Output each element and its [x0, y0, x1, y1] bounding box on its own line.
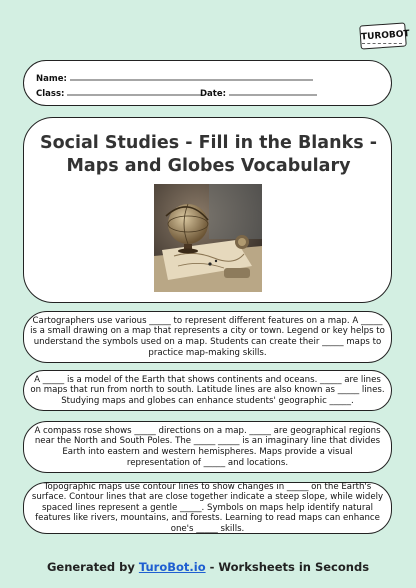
fill-blank-paragraph-4 [23, 482, 392, 534]
fill-blank-paragraph-1 [23, 311, 392, 363]
footer [0, 560, 416, 574]
fill-blank-paragraph-3 [23, 421, 392, 473]
class-label: Class: [36, 89, 65, 99]
date-field[interactable] [200, 88, 317, 99]
class-field[interactable] [36, 88, 201, 99]
footer-suffix: - Worksheets in Seconds [205, 560, 370, 574]
title-line-1: Social Studies - Fill in the Blanks - [40, 133, 377, 153]
paragraph-text: Cartographers use various _____ to represent different features on a map. A _____ is a small drawing on a map that represents a city or town. Legend or key helps to understand the symbols used on a map. Students can create their _____ maps to practice map-making skills. [30, 315, 385, 358]
name-field[interactable] [36, 73, 313, 84]
name-line [70, 73, 313, 81]
name-label: Name: [36, 74, 67, 84]
title-card [23, 117, 392, 303]
title-line-2: Maps and Globes Vocabulary [66, 156, 351, 176]
footer-prefix: Generated by [46, 560, 139, 574]
paragraph-text: A compass rose shows _____ directions on a map. _____ are geographical regions near the North and South Poles. The _____ _____ is an imaginary line that divides Earth into eastern and western hemispheres. Maps provide a visual representation of _____ and locations. [34, 425, 381, 468]
date-line [229, 88, 317, 96]
worksheet-title [24, 132, 393, 178]
turobot-link[interactable]: TuroBot.io [138, 560, 206, 574]
paragraph-text: Topographic maps use contour lines to show changes in _____ on the Earth's surface. Contour lines that are close together indicate a steep slope, while widely spaced lines represent a gentle _____. Symbols on maps help identify natural features like rivers, mountains, and forests. Learning to read maps can enhance one's _____ skills. [31, 481, 384, 534]
globe-map-illustration [154, 184, 262, 292]
fill-blank-paragraph-2 [23, 370, 392, 411]
paragraph-text: A _____ is a model of the Earth that shows continents and oceans. _____ are lines on maps that run from north to south. Latitude lines are also known as _____ lines. Studying maps and globes can enhance students' geographic _____. [30, 374, 385, 406]
student-info-card [23, 60, 392, 106]
class-line [67, 88, 201, 96]
date-label: Date: [200, 89, 227, 99]
logo-text: TUROBOT [360, 29, 410, 43]
logo-underline [362, 43, 402, 47]
